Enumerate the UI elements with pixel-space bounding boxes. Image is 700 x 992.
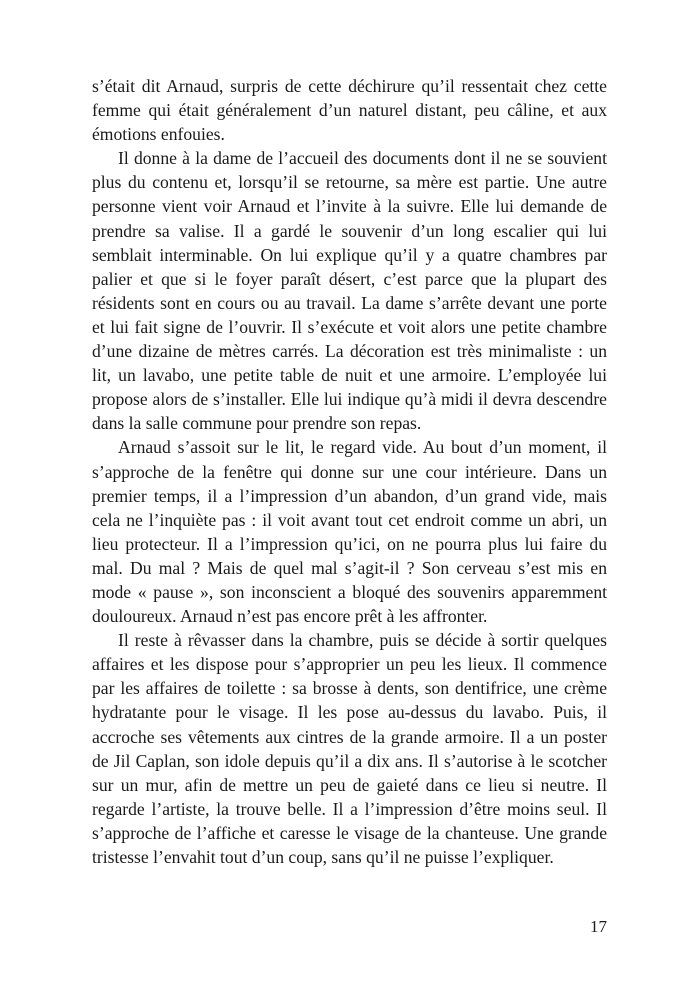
paragraph: s’était dit Arnaud, surpris de cette déchirure qu’il ressentait chez cette femme qui était généralement d’un naturel distant, peu câline, et aux émotions enfouies.: [92, 76, 607, 145]
page-number: 17: [590, 917, 607, 936]
paragraph: Il reste à rêvasser dans la chambre, puis se décide à sortir quelques affaires et les dispose pour s’approprier un peu les lieux. Il commence par les affaires de toilette : sa brosse à dents, son dentifrice, une crème hydratante pour le visage. Il les pose au-dessus du lavabo. Puis, il accroche ses vêtements aux cintres de la grande armoire. Il a un poster de Jil Caplan, son idole depuis qu’il a dix ans. Il s’autorise à le scotcher sur un mur, afin de mettre un peu de gaieté dans ce lieu si neutre. Il regarde l’artiste, la trouve belle. Il a l’impression d’être moins seul. Il s’approche de l’affiche et caresse le visage de la chanteuse. Une grande tristesse l’envahit tout d’un coup, sans qu’il ne puisse l’expliquer.: [92, 630, 607, 867]
page-body: [92, 74, 607, 869]
paragraph: Il donne à la dame de l’accueil des documents dont il ne se souvient plus du contenu et, lorsqu’il se retourne, sa mère est partie. Une autre personne vient voir Arnaud et l’invite à la suivre. Elle lui demande de prendre sa valise. Il a gardé le souvenir d’un long escalier qui lui semblait interminable. On lui explique qu’il y a quatre chambres par palier et que si le foyer paraît désert, c’est parce que la plupart des résidents sont en cours ou au travail. La dame s’arrête devant une porte et lui fait signe de l’ouvrir. Il s’exécute et voit alors une petite chambre d’une dizaine de mètres carrés. La décoration est très minimaliste : un lit, un lavabo, une petite table de nuit et une armoire. L’employée lui propose alors de s’installer. Elle lui indique qu’à midi il devra descendre dans la salle commune pour prendre son repas.: [92, 148, 607, 434]
paragraph: Arnaud s’assoit sur le lit, le regard vide. Au bout d’un moment, il s’approche de la fenêtre qui donne sur une cour intérieure. Dans un premier temps, il a l’impression d’un abandon, d’un grand vide, mais cela ne l’inquiète pas : il voit avant tout cet endroit comme un abri, un lieu protecteur. Il a l’impression qu’ici, on ne pourra plus lui faire du mal. Du mal ? Mais de quel mal s’agit-il ? Son cerveau s’est mis en mode « pause », son inconscient a bloqué des souvenirs apparemment douloureux. Arnaud n’est pas encore prêt à les affronter.: [92, 437, 607, 627]
